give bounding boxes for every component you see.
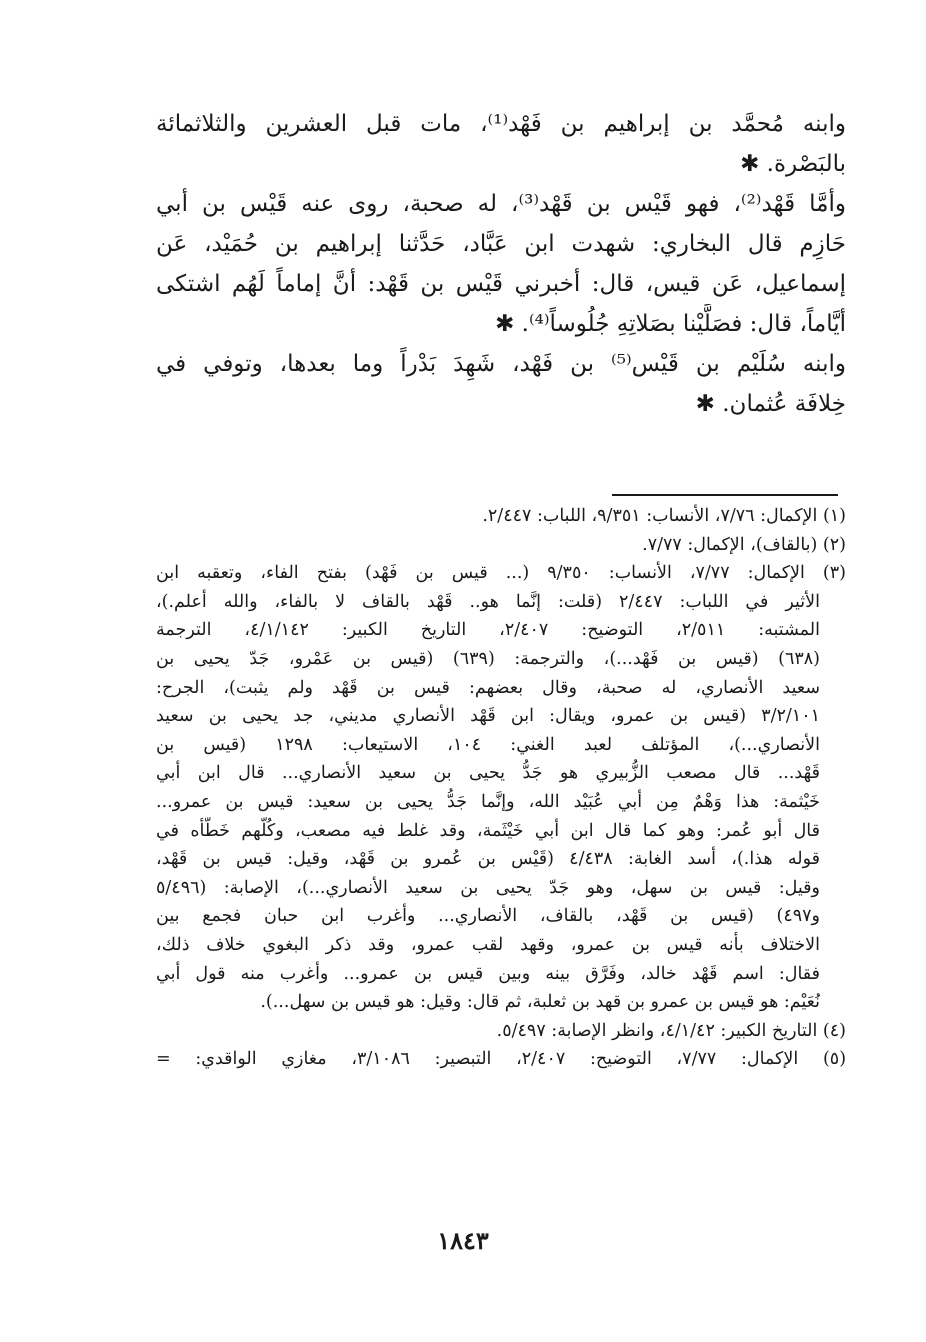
- footnote-line: سعيد الأنصاري، له صحبة، وقال بعضهم: قيس بن قَهْد ولم يثبت)، الجرح:: [156, 677, 820, 698]
- footnote-line: (٥) الإكمال: ٧/٧٧، التوضيح: ٢/٤٠٧، التبصير: ٣/١٠٨٦، مغازي الواقدي: =: [156, 1049, 846, 1070]
- main-line: وابنه سُلَيْم بن قَيْس⁽⁵⁾ بن فَهْد، شَهِدَ بَدْراً وما بعدها، وتوفي في: [156, 351, 846, 377]
- footnote-line: قَهْد... قال مصعب الزُّبيري هو جَدُّ يحيى بن سعيد الأنصاري... قال ابن أبي: [156, 763, 820, 784]
- main-line: خِلافَة عُثمان. ✱: [695, 391, 846, 417]
- footnote-line: نُعَيْم: هو قيس بن عمرو بن قهد بن ثعلبة، ثم قال: وقيل: هو قيس بن سهل...).: [260, 992, 820, 1013]
- footnote-line: الاختلاف بأنه قيس بن عمرو، وقهد لقب عمرو، وقد ذكر البغوي خلاف ذلك،: [156, 934, 820, 955]
- footnote-line: قال أبو عُمر: وهو كما قال ابن أبي خَيْثَمة، وقد غلط فيه مصعب، وكُلُّهم خَطَّأه في: [156, 820, 820, 841]
- footnote-line: المشتبه: ٢/٥١١، التوضيح: ٢/٤٠٧، التاريخ الكبير: ٤/١/١٤٢، الترجمة: [156, 620, 820, 641]
- footnote-line: (٤) التاريخ الكبير: ٤/١/٤٢، وانظر الإصابة: ٥/٤٩٧.: [496, 1020, 846, 1041]
- footnote-line: (٣) الإكمال: ٧/٧٧، الأنساب: ٩/٣٥٠ (... قيس بن فَهْد) بفتح الفاء، وتعقبه ابن: [156, 563, 846, 584]
- footnote-line: و٤٩٧) (قيس بن قَهْد، بالقاف، الأنصاري... وأغرب ابن حبان فجمع بين: [156, 906, 820, 927]
- main-line: حَازِم قال البخاري: شهدت ابن عَبَّاد، حَدَّثنا إبراهيم بن حُمَيْد، عَن: [156, 231, 846, 257]
- footnote-line: (١) الإكمال: ٧/٧٦، الأنساب: ٩/٣٥١، اللباب: ٢/٤٤٧.: [482, 506, 846, 526]
- footnote-line: وقيل: قيس بن سهل، وهو جَدّ يحيى بن سعيد الأنصاري...)، الإصابة: (٥/٤٩٦: [156, 877, 820, 898]
- footnote-line: الأنصاري...)، المؤتلف لعبد الغني: ١٠٤، الاستيعاب: ١٢٩٨ (قيس بن: [156, 734, 820, 755]
- main-line: وأمَّا قَهْد⁽²⁾، فهو قَيْس بن قَهْد⁽³⁾، له صحبة، روى عنه قَيْس بن أبي: [156, 191, 846, 217]
- main-line: بالبَصْرة. ✱: [740, 151, 846, 177]
- footnote-line: خَيْثمة: هذا وَهْمٌ مِن أبي عُبَيْد الله، وإنَّما جَدُّ يحيى بن سعيد: قيس بن عمرو...: [156, 791, 820, 812]
- footnote-line: قوله هذا.)، أسد الغابة: ٤/٤٣٨ (قَيْس بن عُمرو بن قَهْد، وقيل: قيس بن قَهْد،: [156, 849, 821, 870]
- main-line: وابنه مُحمَّد بن إبراهيم بن فَهْد⁽¹⁾، مات قبل العشرين والثلاثمائة: [156, 111, 846, 137]
- main-line: أيَّاماً، قال: فصَلَّيْنا بصَلاتِهِ جُلُوساً⁽⁴⁾. ✱: [495, 311, 846, 337]
- footnote-line: (٢) (بالقاف)، الإكمال: ٧/٧٧.: [642, 534, 846, 555]
- main-line: إسماعيل، عَن قيس، قال: أخبرني قَيْس بن قَهْد: أنَّ إماماً لَهُم اشتكى: [156, 271, 846, 297]
- footnote-line: ٣/٢/١٠١ (قيس بن عمرو، ويقال: ابن قَهْد الأنصاري مديني، جد يحيى بن سعيد: [156, 706, 820, 727]
- footnotes: [156, 502, 846, 1074]
- footnote-line: فقال: اسم قَهْد خالد، وفَرَّق بينه وبين قيس بن عمرو... وأغرب منه قول أبي: [156, 963, 820, 984]
- footnote-separator: [612, 494, 838, 496]
- main-text: [156, 104, 846, 424]
- footnote-line: (٦٣٨) (قيس بن فَهْد...)، والترجمة: (٦٣٩) (قيس بن عَمْرو، جَدّ يحيى بن: [156, 648, 820, 669]
- page-number: ١٨٤٣: [437, 1226, 489, 1255]
- footnote-line: الأثير في اللباب: ٢/٤٤٧ (قلت: إنَّما هو.. قَهْد بالقاف لا بالفاء، والله أعلم.)،: [156, 591, 820, 612]
